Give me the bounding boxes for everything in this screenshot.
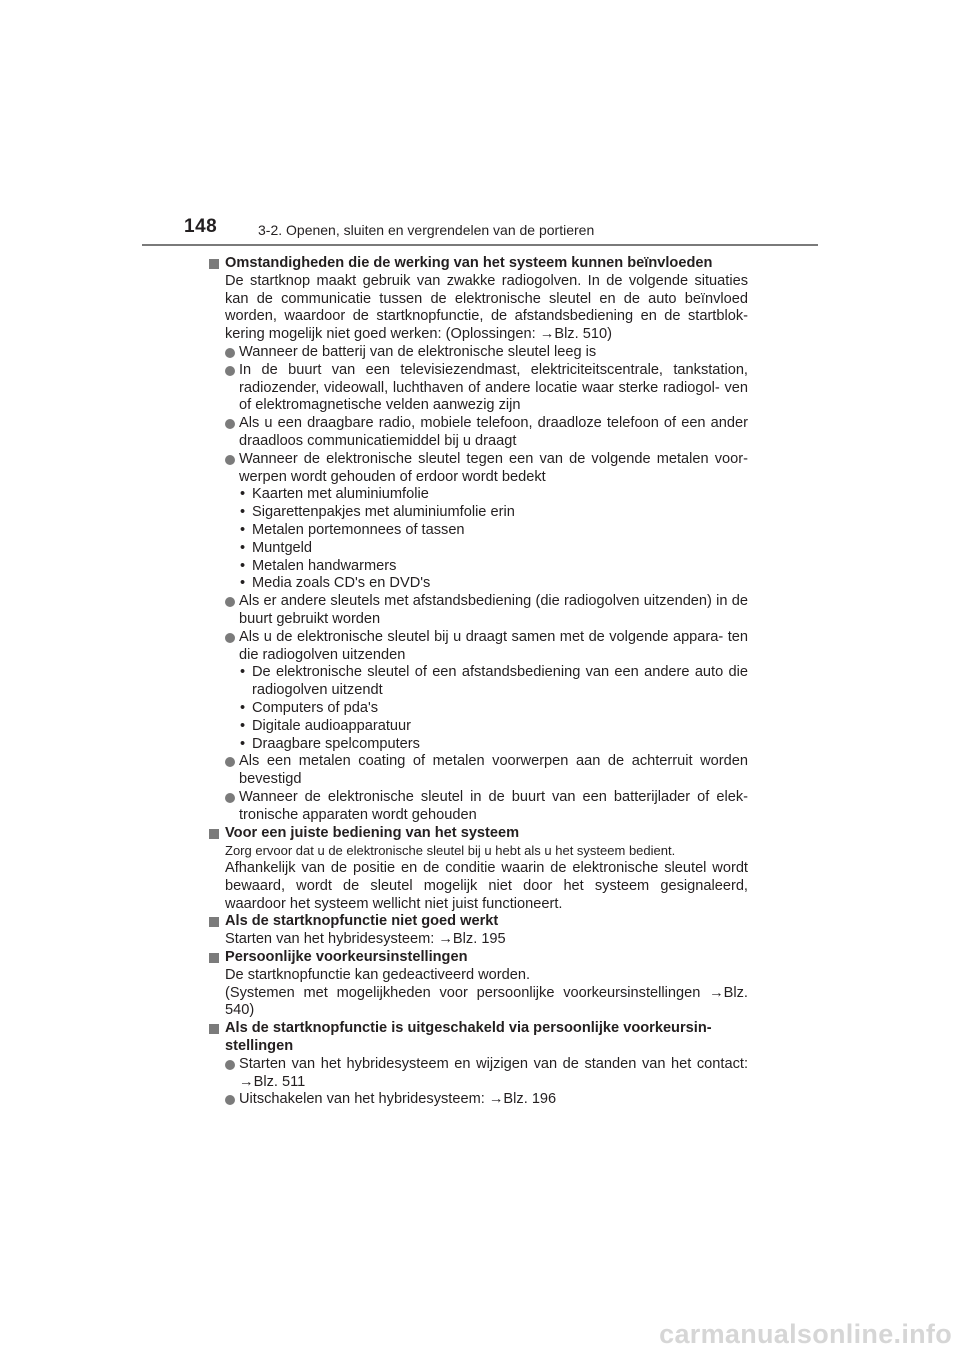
watermark-text: carmanualsonline.info [659,1319,952,1349]
dot-marker-icon: • [240,699,246,716]
sub-item: • Computers of pda's [240,699,379,716]
dot-marker-icon: • [240,486,246,503]
section-title: 3-2. Openen, sluiten en vergrendelen van de portieren [258,222,595,238]
round-bullet-icon [225,597,235,607]
dot-marker-icon: • [240,664,246,681]
round-bullet-icon [225,793,235,803]
paragraph: De startknop maakt gebruik van zwakke radiogolven. In de volgende situaties kan de communicatie tussen de elektronische sleutel en de auto beïnvloed worden, waardoor de startknopfunctie, de afstandsbediening en de startblok- kering mogelijk niet goed werken: (Oplossingen: →Blz. 510) [225,272,748,343]
bullet-item: Als u de elektronische sleutel bij u draagt samen met de volgende appara- ten die radiogolven uitzenden [208,629,748,665]
dot-marker-icon: • [240,717,246,734]
section-heading: Omstandigheden die de werking van het systeem kunnen beïnvloeden [208,255,748,273]
square-bullet-icon [209,259,219,269]
round-bullet-icon [225,348,235,358]
dot-marker-icon: • [240,539,246,556]
square-bullet-icon [209,917,219,927]
paragraph: (Systemen met mogelijkheden voor persoonlijke voorkeursinstellingen →Blz. 540) [225,984,748,1019]
square-bullet-icon [209,953,219,963]
section-heading: Persoonlijke voorkeursinstellingen [208,949,748,967]
page-header [142,216,818,246]
sub-item: • De elektronische sleutel of een afstandsbediening van een andere auto die radiogolven uitzendt [240,664,748,699]
section-heading: Als de startknopfunctie niet goed werkt [208,913,748,931]
dot-marker-icon: • [240,735,246,752]
dot-marker-icon: • [240,557,246,574]
sub-item: • Draagbare spelcomputers [240,735,420,752]
bullet-item: Wanneer de elektronische sleutel in de buurt van een batterijlader of elek- tronische apparaten wordt gehouden [208,789,748,825]
page-number: 148 [184,216,218,237]
round-bullet-icon [225,633,235,643]
sub-item: • Media zoals CD's en DVD's [240,575,431,592]
bullet-item: Als u een draagbare radio, mobiele telefoon, draadloze telefoon of een ander draadloos communicatiemiddel bij u draagt [208,415,748,451]
bullet-item: In de buurt van een televisiezendmast, elektriciteitscentrale, tankstation, radiozender, videowall, luchthaven of andere locatie waar sterke radiogol- ven of elektromagnetische velden aanwezig zijn [208,362,748,415]
round-bullet-icon [225,1095,235,1105]
dot-marker-icon: • [240,504,246,521]
round-bullet-icon [225,419,235,429]
paragraph: Zorg ervoor dat u de elektronische sleutel bij u hebt als u het systeem bedient. [225,843,676,859]
section-heading: Als de startknopfunctie is uitgeschakeld via persoonlijke voorkeursin- stellingen [208,1020,748,1056]
bullet-item: Starten van het hybridesysteem en wijzigen van de standen van het contact: →Blz. 511 [208,1056,748,1092]
square-bullet-icon [209,829,219,839]
sub-item: • Sigarettenpakjes met aluminiumfolie erin [240,504,515,521]
round-bullet-icon [225,366,235,376]
sub-item: • Metalen handwarmers [240,557,397,574]
bullet-item: Uitschakelen van het hybridesysteem: →Blz. 196 [208,1091,748,1109]
sub-item: • Muntgeld [240,539,313,556]
bullet-item: Wanneer de elektronische sleutel tegen een van de volgende metalen voor- werpen wordt gehouden of erdoor wordt bedekt [208,451,748,487]
round-bullet-icon [225,455,235,465]
sub-item: • Digitale audioapparatuur [240,717,412,734]
paragraph: Afhankelijk van de positie en de conditie waarin de elektronische sleutel wordt bewaard, wordt de sleutel mogelijk niet door het systeem gesignaleerd, waardoor het systeem wellicht niet juist functioneert. [225,860,748,912]
round-bullet-icon [225,757,235,767]
paragraph: Starten van het hybridesysteem: →Blz. 195 [225,931,506,948]
dot-marker-icon: • [240,521,246,538]
header-divider [142,244,818,246]
bullet-item: Als een metalen coating of metalen voorwerpen aan de achterruit worden bevestigd [208,753,748,789]
dot-marker-icon: • [240,575,246,592]
bullet-item: Wanneer de batterij van de elektronische sleutel leeg is [208,344,748,362]
sub-item: • Kaarten met aluminiumfolie [240,486,429,503]
manual-body [208,255,748,1109]
square-bullet-icon [209,1024,219,1034]
bullet-item: Als er andere sleutels met afstandsbediening (die radiogolven uitzenden) in de buurt gebruikt worden [208,593,748,629]
sub-item: • Metalen portemonnees of tassen [240,521,465,538]
round-bullet-icon [225,1060,235,1070]
section-heading: Voor een juiste bediening van het systeem [208,825,748,843]
paragraph: De startknopfunctie kan gedeactiveerd worden. [225,966,531,983]
